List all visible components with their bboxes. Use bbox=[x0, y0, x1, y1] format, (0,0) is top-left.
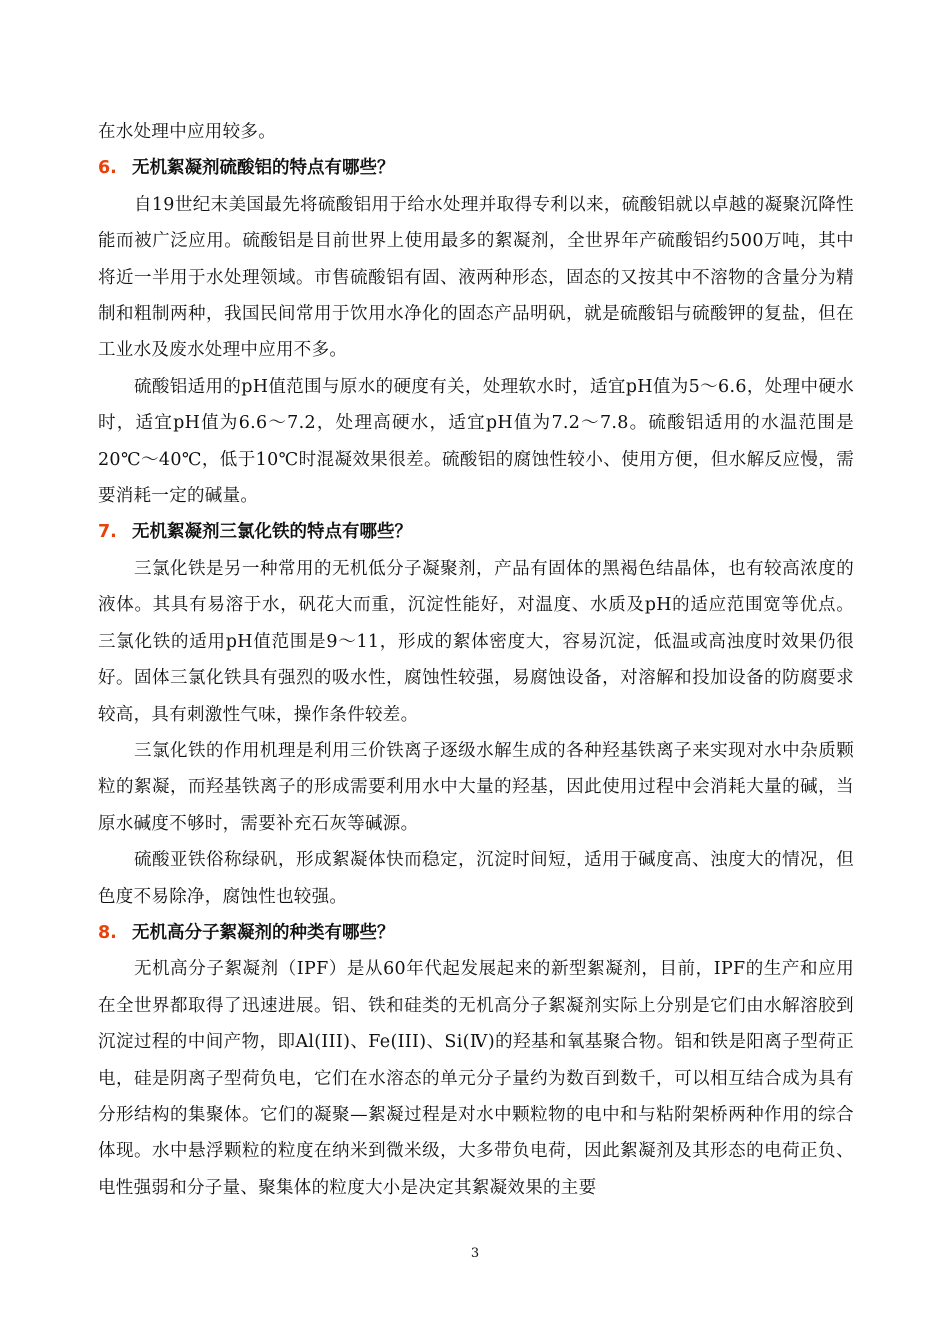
heading-number: 7. bbox=[98, 522, 117, 543]
paragraph: 硫酸铝适用的pH值范围与原水的硬度有关，处理软水时，适宜pH值为5～6.6，处理中硬水时，适宜pH值为6.6～7.2，处理高硬水，适宜pH值为7.2～7.8。硫酸铝适用的水温范围是20℃～40℃，低于10℃时混凝效果很差。硫酸铝的腐蚀性较小、使用方便，但水解反应慢，需要消耗一定的碱量。 bbox=[98, 376, 854, 507]
paragraph: 三氯化铁的作用机理是利用三价铁离子逐级水解生成的各种羟基铁离子来实现对水中杂质颗粒的絮凝，而羟基铁离子的形成需要利用水中大量的羟基，因此使用过程中会消耗大量的碱，当原水碱度不够时，需要补充石灰等碱源。 bbox=[98, 740, 854, 834]
paragraph: 硫酸亚铁俗称绿矾，形成絮凝体快而稳定，沉淀时间短，适用于碱度高、浊度大的情况，但色度不易除净，腐蚀性也较强。 bbox=[98, 850, 854, 907]
heading-text: 无机高分子絮凝剂的种类有哪些？ bbox=[132, 922, 395, 943]
paragraph-continuation: 在水处理中应用较多。 bbox=[98, 122, 276, 142]
page-body bbox=[98, 114, 854, 1206]
paragraph: 无机高分子絮凝剂（IPF）是从60年代起发展起来的新型絮凝剂，目前，IPF的生产和应用在全世界都取得了迅速进展。铝、铁和硅类的无机高分子絮凝剂实际上分别是它们由水解溶胶到沉淀过程的中间产物，即Al(III)、Fe(III)、Si(Ⅳ)的羟基和氧基聚合物。铝和铁是阳离子型荷正电，硅是阴离子型荷负电，它们在水溶态的单元分子量约为数百到数千，可以相互结合成为具有分形结构的集聚体。它们的凝聚—絮凝过程是对水中颗粒物的电中和与粘附架桥两种作用的综合体现。水中悬浮颗粒的粒度在纳米到微米级，大多带负电荷，因此絮凝剂及其形态的电荷正负、电性强弱和分子量、聚集体的粒度大小是决定其絮凝效果的主要 bbox=[98, 959, 854, 1198]
heading-number: 8. bbox=[98, 922, 117, 943]
paragraph: 三氯化铁是另一种常用的无机低分子凝聚剂，产品有固体的黑褐色结晶体，也有较高浓度的液体。其具有易溶于水，矾花大而重，沉淀性能好，对温度、水质及pH的适应范围宽等优点。三氯化铁的适用pH值范围是9～11，形成的絮体密度大，容易沉淀，低温或高浊度时效果仍很好。固体三氯化铁具有强烈的吸水性，腐蚀性较强，易腐蚀设备，对溶解和投加设备的防腐要求较高，具有刺激性气味，操作条件较差。 bbox=[98, 558, 854, 725]
paragraph: 自19世纪末美国最先将硫酸铝用于给水处理并取得专利以来，硫酸铝就以卓越的凝聚沉降性能而被广泛应用。硫酸铝是目前世界上使用最多的絮凝剂，全世界年产硫酸铝约500万吨，其中将近一半用于水处理领域。市售硫酸铝有固、液两种形态，固态的又按其中不溶物的含量分为精制和粗制两种，我国民间常用于饮用水净化的固态产品明矾，就是硫酸铝与硫酸钾的复盐，但在工业水及废水处理中应用不多。 bbox=[98, 194, 854, 361]
section-heading-7 bbox=[98, 514, 854, 550]
page-number: 3 bbox=[470, 1246, 480, 1261]
heading-number: 6. bbox=[98, 158, 117, 179]
section-heading-6 bbox=[98, 150, 854, 186]
heading-text: 无机絮凝剂三氯化铁的特点有哪些？ bbox=[132, 522, 412, 543]
heading-text: 无机絮凝剂硫酸铝的特点有哪些？ bbox=[132, 158, 395, 179]
section-heading-8 bbox=[98, 915, 854, 951]
